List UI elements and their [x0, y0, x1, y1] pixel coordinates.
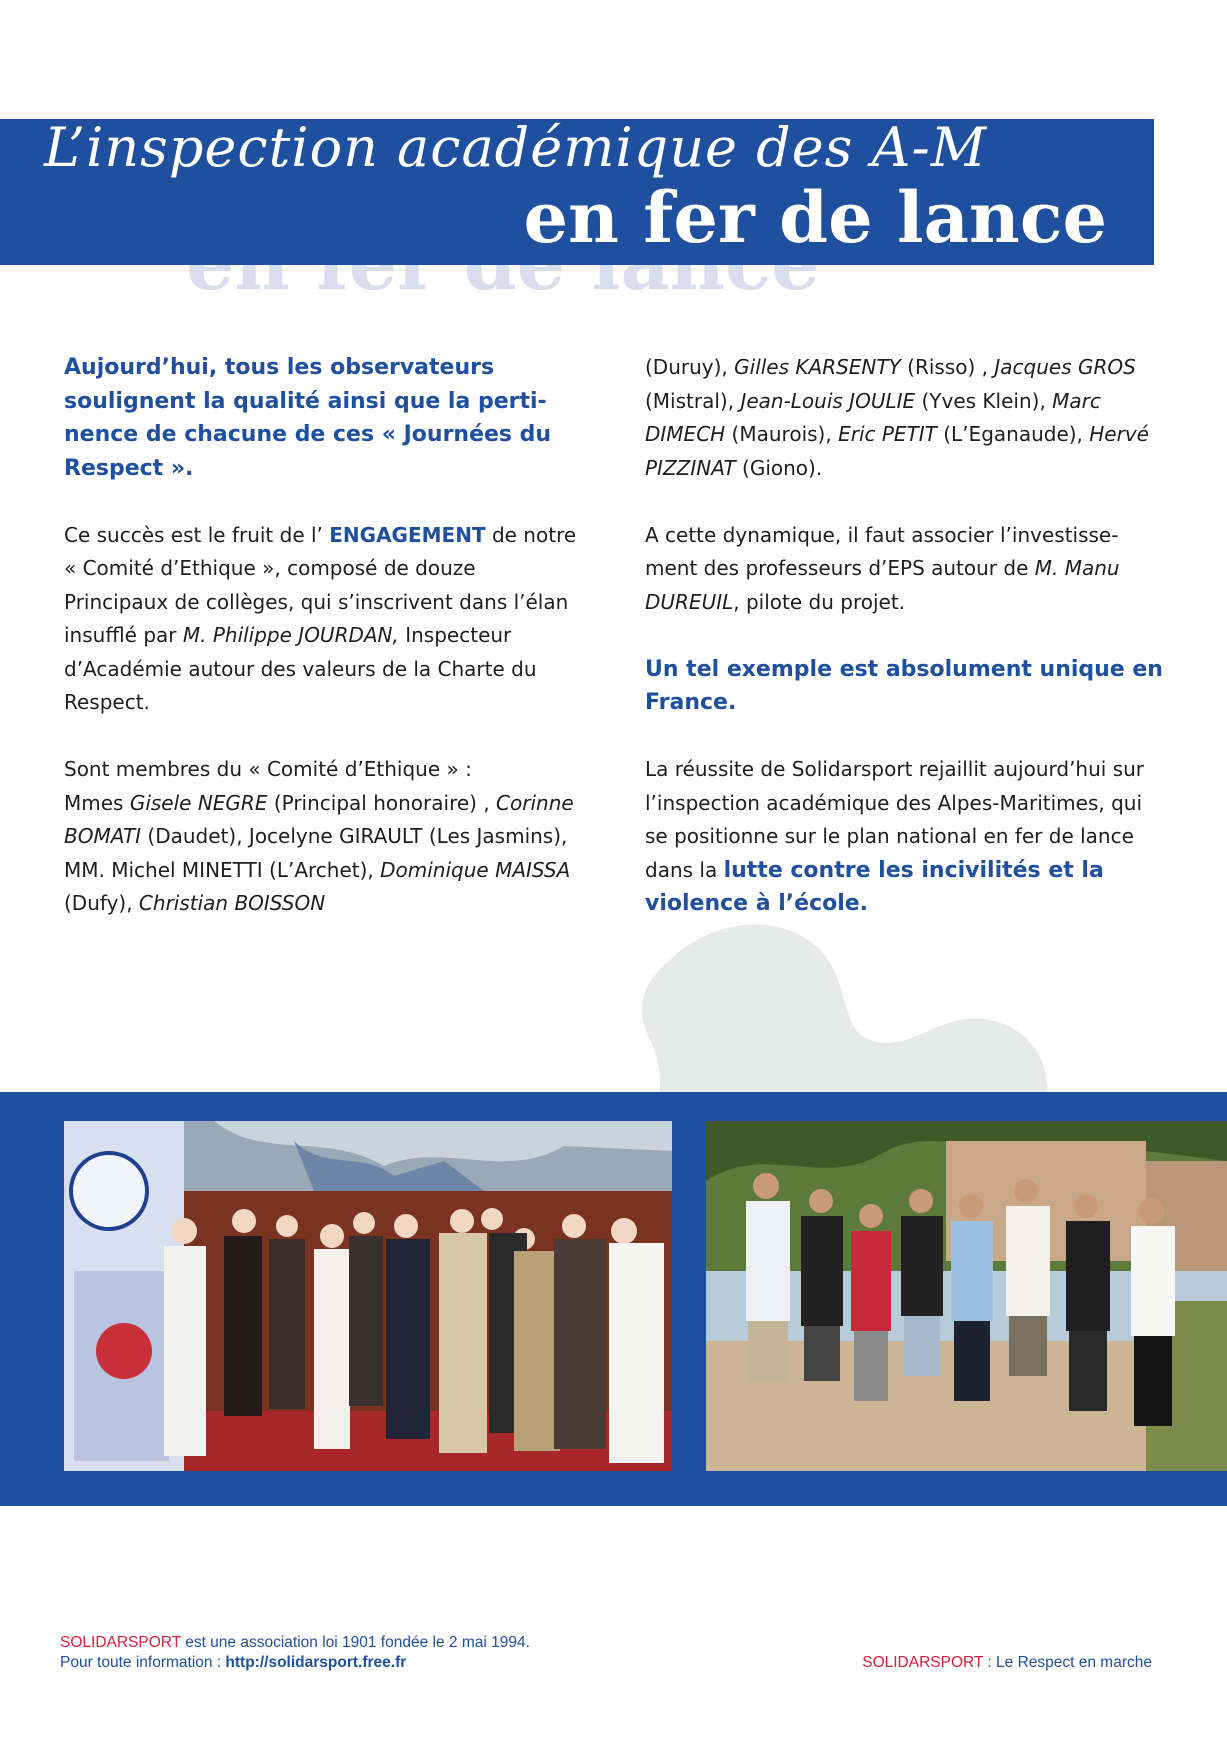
footer-brand: SOLIDARSPORT	[60, 1634, 181, 1651]
page-title-line-1: L’inspection académique des A-M	[44, 116, 988, 179]
text-span: Mmes	[64, 790, 130, 815]
person-name: Hervé PIZZINAT	[645, 422, 1149, 480]
footer-line-1-text: est une association loi 1901 fondée le 2 mai 1994.	[180, 1634, 530, 1651]
person-name: M. Philippe JOURDAN,	[182, 623, 399, 647]
unique-example-heading: Un tel exemple est absolument unique en France.	[645, 656, 1163, 715]
footer-website-link[interactable]: http://solidarsport.free.fr	[225, 1654, 407, 1671]
engagement-paragraph	[64, 519, 584, 720]
members-continued-paragraph	[645, 351, 1165, 485]
school-name: (Dufy),	[64, 891, 139, 915]
eps-paragraph	[645, 519, 1165, 620]
left-column	[64, 351, 584, 921]
footer-info-label: Pour toute information :	[60, 1654, 226, 1671]
school-name: (Maurois),	[725, 422, 839, 446]
text-span: , pilote du projet.	[733, 589, 906, 614]
school-name: (Risso) ,	[900, 355, 995, 379]
person-name: M. Manu DUREUIL	[645, 556, 1120, 614]
violence-highlight: lutte contre les incivilités et la violence à l’école.	[645, 857, 1104, 916]
school-name: (Duruy),	[645, 355, 735, 379]
text-span: Inspecteur d’Académie autour des valeurs de la Charte du Respect.	[64, 623, 537, 714]
text-span: A cette dynamique, il faut associer l’investisse-ment des professeurs d’EPS autour de	[645, 522, 1119, 580]
text-span: Ce succès est le fruit de l’	[64, 522, 330, 547]
members-paragraph	[64, 753, 584, 921]
school-name: (L’Eganaude),	[936, 422, 1090, 446]
footer-line-2	[60, 1653, 530, 1673]
text-span: La réussite de Solidarsport rejaillit aujourd’hui sur l’inspection académique des Alpes-Maritimes, qui se positionne sur le plan national en fer de lance dans la	[645, 757, 1145, 882]
person-name: Gisele NEGRE	[129, 790, 268, 815]
person-name: Gilles KARSENTY	[734, 355, 901, 379]
text-span: de notre « Comité d’Ethique », composé de douze Principaux de collèges, qui s’inscrivent dans l’élan insufflé par	[64, 522, 577, 647]
footer-association-info	[60, 1633, 530, 1673]
footer-line-1	[60, 1633, 530, 1653]
photo-group-indoor	[64, 1121, 672, 1471]
person-name: Dominique MAISSA	[380, 857, 571, 882]
footer-right-brand: SOLIDARSPORT	[862, 1654, 984, 1671]
person-name: Christian BOISSON	[138, 891, 326, 915]
school-name: (Yves Klein),	[915, 388, 1053, 413]
person-name: Eric PETIT	[838, 422, 937, 446]
person-name: Jacques GROS	[994, 355, 1136, 379]
engagement-highlight: ENGAGEMENT	[329, 522, 486, 547]
lead-paragraph: Aujourd’hui, tous les observateurs soulignent la qualité ainsi que la perti-nence de chacune de ces « Journées du Respect ».	[64, 355, 552, 481]
school-name: (Giono).	[735, 455, 823, 480]
members-intro: Sont membres du « Comité d’Ethique » :	[64, 757, 472, 781]
school-name: (Mistral),	[645, 388, 741, 413]
page-title-line-2: en fer de lance	[523, 176, 1107, 259]
person-name: Jean-Louis JOULIE	[740, 388, 916, 413]
person-name: Corinne BOMATI	[64, 790, 574, 848]
footer-tagline	[862, 1653, 1152, 1673]
photo-group-outdoor	[706, 1121, 1227, 1471]
reussite-paragraph	[645, 753, 1165, 921]
person-name: Marc DIMECH	[645, 388, 1101, 446]
right-column	[645, 351, 1165, 921]
school-name: (Principal honoraire) ,	[267, 790, 497, 815]
school-name: (Daudet), Jocelyne GIRAULT (Les Jasmins), MM. Michel MINETTI (L’Archet),	[64, 824, 568, 882]
footer-right-text: : Le Respect en marche	[983, 1654, 1152, 1671]
